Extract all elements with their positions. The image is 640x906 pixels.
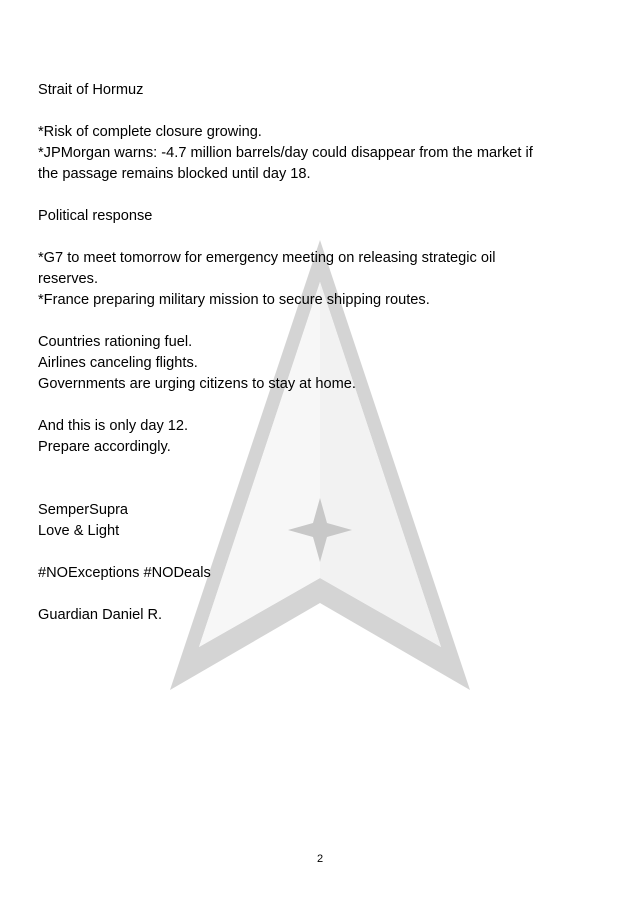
closing-line-1: And this is only day 12.: [38, 418, 189, 434]
political-bullet-2: *France preparing military mission to secure shipping routes.: [38, 292, 430, 308]
spacer: [38, 101, 608, 122]
section-heading-hormuz: Strait of Hormuz: [38, 82, 144, 98]
hormuz-bullet-2-cont: the passage remains blocked until day 18.: [38, 166, 311, 182]
impact-line-2: Airlines canceling flights.: [38, 355, 198, 371]
political-bullet-1-cont: reserves.: [38, 271, 99, 287]
hormuz-bullet-1: *Risk of complete closure growing.: [38, 124, 262, 140]
spacer: [38, 542, 608, 563]
closing-line-2: Prepare accordingly.: [38, 439, 171, 455]
page-number: 2: [316, 853, 324, 865]
hashtags: #NOExceptions #NODeals: [38, 565, 211, 581]
spacer: [38, 458, 608, 479]
spacer: [38, 311, 608, 332]
spacer: [38, 227, 608, 248]
impact-line-1: Countries rationing fuel.: [38, 334, 193, 350]
impact-line-3: Governments are urging citizens to stay at home.: [38, 376, 356, 392]
document-body: [38, 80, 608, 626]
section-heading-political: Political response: [38, 208, 153, 224]
spacer: [38, 395, 608, 416]
signoff-greeting: Love & Light: [38, 523, 120, 539]
political-bullet-1: *G7 to meet tomorrow for emergency meeting on releasing strategic oil: [38, 250, 496, 266]
spacer: [38, 584, 608, 605]
signature: Guardian Daniel R.: [38, 607, 163, 623]
signoff-name: SemperSupra: [38, 502, 129, 518]
spacer: [38, 185, 608, 206]
spacer: [38, 479, 608, 500]
hormuz-bullet-2: *JPMorgan warns: -4.7 million barrels/day could disappear from the market if: [38, 145, 533, 161]
